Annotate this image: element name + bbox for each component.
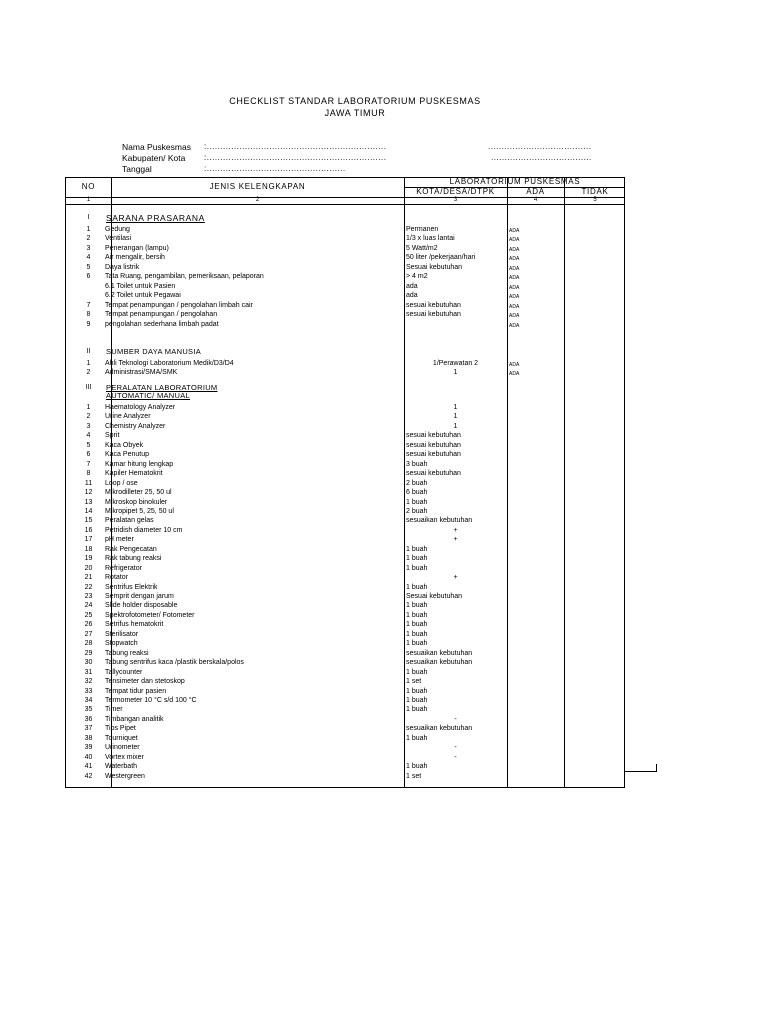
row-ada-mark[interactable]: ADA bbox=[509, 237, 520, 244]
header-no: NO bbox=[81, 182, 96, 191]
row-standard: sesuaikan kebutuhan bbox=[406, 517, 473, 525]
row-item-name: Urinometer bbox=[105, 744, 140, 752]
row-standard: sesuai kebutuhan bbox=[406, 301, 461, 309]
row-item-name: Daya listrik bbox=[105, 263, 140, 271]
row-item-name: Chemistry Analyzer bbox=[105, 422, 166, 430]
row-standard: 1 bbox=[453, 404, 458, 411]
row-number: 33 bbox=[84, 687, 93, 695]
row-item-name: Ventilasi bbox=[105, 235, 132, 243]
row-standard: 6 buah bbox=[406, 489, 428, 497]
colnum-1: 1 bbox=[86, 197, 91, 203]
row-number: 27 bbox=[84, 630, 93, 638]
row-number: 7 bbox=[86, 301, 91, 309]
row-item-name: Kaca Obyek bbox=[105, 441, 144, 449]
row-item-name: pengolahan sederhana limbah padat bbox=[105, 320, 219, 328]
row-standard: 50 liter /pekerjaan/hari bbox=[406, 254, 476, 262]
row-standard: 1 set bbox=[406, 772, 422, 780]
section-roman: II bbox=[86, 348, 91, 355]
row-standard: 1 buah bbox=[406, 611, 428, 619]
document-subtitle: JAWA TIMUR bbox=[324, 108, 386, 118]
row-item-name: 6.1 Toilet untuk Pasien bbox=[105, 282, 176, 290]
row-item-name: Sterilisator bbox=[105, 630, 139, 638]
row-standard: 1 buah bbox=[406, 545, 428, 553]
header-tidak: TIDAK bbox=[581, 187, 609, 196]
field-value-nama-puskesmas[interactable]: :.................................................................. bbox=[204, 142, 387, 151]
row-number: 15 bbox=[84, 517, 93, 525]
row-number: 34 bbox=[84, 696, 93, 704]
row-number: 14 bbox=[84, 507, 93, 515]
row-number: 3 bbox=[86, 422, 91, 430]
row-item-name: Timer bbox=[105, 706, 123, 714]
colnum-bottom-line bbox=[66, 204, 624, 205]
row-item-name: Ahli Teknologi Laboratorium Medik/D3/D4 bbox=[105, 360, 234, 367]
row-number: 19 bbox=[84, 555, 93, 563]
colnum-2: 2 bbox=[255, 197, 260, 203]
row-number: 4 bbox=[86, 254, 91, 262]
row-item-name: Haematology Analyzer bbox=[105, 404, 176, 411]
row-item-name: Tips Pipet bbox=[105, 725, 136, 733]
row-item-name: Kapiler Hematokrit bbox=[105, 470, 163, 478]
row-item-name: Spektrofotometer/ Fotometer bbox=[105, 611, 195, 619]
row-number: 16 bbox=[84, 526, 93, 534]
row-number: 22 bbox=[84, 583, 93, 591]
row-standard: ada bbox=[406, 282, 418, 290]
row-ada-mark[interactable]: ADA bbox=[509, 303, 520, 310]
colnum-3: 3 bbox=[453, 197, 458, 203]
row-standard: + bbox=[453, 536, 458, 544]
header-laboratorium-puskesmas: LABORATORIUM PUSKESMAS bbox=[449, 177, 581, 186]
row-number: 39 bbox=[84, 744, 93, 752]
row-standard: sesuai kebutuhan bbox=[406, 432, 461, 440]
col-divider-jenis bbox=[404, 178, 405, 787]
row-number: 8 bbox=[86, 311, 91, 319]
header-jenis-kelengkapan: JENIS KELENGKAPAN bbox=[209, 182, 306, 191]
row-item-name: Timbangan analitik bbox=[105, 715, 164, 723]
row-standard: 1 buah bbox=[406, 687, 428, 695]
row-item-name: Tensimeter dan stetoskop bbox=[105, 678, 185, 686]
row-number: 23 bbox=[84, 593, 93, 600]
row-item-name: Tempat penampungan / pengolahan bbox=[105, 311, 218, 319]
row-ada-mark[interactable]: ADA bbox=[509, 256, 520, 263]
row-item-name: Kaca Penutup bbox=[105, 451, 149, 459]
row-standard: sesuai kebutuhan bbox=[406, 311, 461, 319]
row-item-name: Tempat tidur pasien bbox=[105, 687, 167, 695]
row-ada-mark[interactable]: ADA bbox=[509, 371, 520, 378]
row-item-name: Sprit bbox=[105, 432, 120, 440]
field-value-kabupaten-kota[interactable]: :.................................................................. bbox=[204, 153, 387, 162]
row-standard: 1 buah bbox=[406, 734, 428, 742]
row-standard: ada bbox=[406, 292, 418, 300]
row-number: 1 bbox=[86, 404, 91, 411]
row-standard: 1/3 x luas lantai bbox=[406, 235, 455, 243]
row-standard: sesuaikan kebutuhan bbox=[406, 649, 473, 657]
field-value-tanggal[interactable]: :................................................... bbox=[204, 164, 346, 173]
header-kota-desa-dtpk: KOTA/DESA/DTPK bbox=[416, 187, 495, 196]
field-label-nama-puskesmas: Nama Puskesmas bbox=[122, 142, 191, 152]
section-title: SUMBER DAYA MANUSIA bbox=[106, 347, 202, 356]
checklist-table bbox=[65, 177, 625, 788]
row-number: 37 bbox=[84, 725, 93, 733]
row-ada-mark[interactable]: ADA bbox=[509, 362, 520, 368]
row-standard: sesuaikan kebutuhan bbox=[406, 725, 473, 733]
row-number: 24 bbox=[84, 602, 93, 610]
row-standard: Permanen bbox=[406, 226, 439, 233]
section-title: SARANA PRASARANA bbox=[106, 213, 205, 223]
row-item-name: Waterbath bbox=[105, 763, 138, 771]
row-standard: 1 buah bbox=[406, 630, 428, 638]
row-standard: sesuai kebutuhan bbox=[406, 451, 461, 459]
row-item-name: Tabung sentrifus kaca /plastik berskala/polos bbox=[105, 659, 244, 667]
row-number: 21 bbox=[84, 574, 93, 582]
row-standard: 1 buah bbox=[406, 763, 428, 771]
row-standard: + bbox=[453, 526, 458, 534]
row-number: 4 bbox=[86, 432, 91, 440]
row-number: 30 bbox=[84, 659, 93, 667]
row-ada-mark[interactable]: ADA bbox=[509, 284, 520, 291]
row-number: 1 bbox=[86, 226, 91, 233]
row-item-name: Vortex mixer bbox=[105, 753, 144, 761]
row-number: 36 bbox=[84, 715, 93, 723]
row-number: 3 bbox=[86, 244, 91, 252]
edge-mark-tick bbox=[656, 764, 657, 772]
col-divider-ada bbox=[564, 178, 565, 787]
row-standard: 5 Watt/m2 bbox=[406, 244, 438, 252]
row-standard: 1 buah bbox=[406, 583, 428, 591]
row-standard: 1 buah bbox=[406, 564, 428, 572]
row-item-name: Mikroskop binokuler bbox=[105, 498, 168, 506]
row-number: 17 bbox=[84, 536, 93, 544]
row-ada-mark[interactable]: ADA bbox=[509, 275, 520, 282]
row-number: 35 bbox=[84, 706, 93, 714]
row-ada-mark[interactable]: ADA bbox=[509, 246, 520, 253]
row-item-name: Tata Ruang, pengambilan, pemeriksaan, pelaporan bbox=[105, 273, 264, 281]
row-item-name: Termometer 10 °C s/d 100 °C bbox=[105, 696, 197, 704]
row-item-name: Setrifus hematokrit bbox=[105, 621, 164, 629]
row-standard: 1 buah bbox=[406, 696, 428, 704]
row-item-name: Peralatan gelas bbox=[105, 517, 154, 525]
row-item-name: Rak tabung reaksi bbox=[105, 555, 162, 563]
row-number: 9 bbox=[86, 320, 91, 328]
row-standard: - bbox=[454, 753, 457, 761]
row-number: 2 bbox=[86, 369, 91, 377]
row-number: 41 bbox=[84, 763, 93, 771]
colnum-5: 5 bbox=[593, 197, 597, 203]
row-ada-mark[interactable]: ADA bbox=[509, 265, 520, 272]
section-roman: III bbox=[85, 384, 92, 391]
row-item-name: Gedung bbox=[105, 226, 130, 233]
row-standard: 1 buah bbox=[406, 498, 428, 506]
field-extra-kabupaten-kota[interactable]: ..................................... bbox=[491, 153, 592, 162]
row-standard: > 4 m2 bbox=[406, 273, 428, 281]
row-standard: Sesuai kebutuhan bbox=[406, 263, 463, 271]
colnum-4: 4 bbox=[533, 197, 538, 203]
row-standard: - bbox=[454, 715, 457, 723]
row-standard: sesuaikan kebutuhan bbox=[406, 659, 473, 667]
row-standard: 1 set bbox=[406, 678, 422, 686]
row-number: 29 bbox=[84, 649, 93, 657]
row-number: 5 bbox=[86, 441, 91, 449]
row-item-name: Sentrifus Elektrik bbox=[105, 583, 158, 591]
row-item-name: Rak Pengecatan bbox=[105, 545, 157, 553]
row-number: 2 bbox=[86, 413, 91, 421]
row-item-name: Westergreen bbox=[105, 772, 145, 780]
row-item-name: Loop / ose bbox=[105, 479, 138, 487]
row-item-name: Semprit dengan jarum bbox=[105, 593, 174, 600]
row-ada-mark[interactable]: ADA bbox=[509, 313, 520, 320]
row-item-name: Refrigerator bbox=[105, 564, 142, 572]
row-item-name: Tallycounter bbox=[105, 668, 143, 676]
header-ada: ADA bbox=[526, 187, 545, 196]
edge-mark-line bbox=[625, 771, 657, 772]
row-number: 1 bbox=[86, 360, 91, 367]
section-subtitle: AUTOMATIC/ MANUAL bbox=[106, 391, 190, 400]
field-label-tanggal: Tanggal bbox=[122, 164, 152, 174]
row-number: 25 bbox=[84, 611, 93, 619]
row-standard: + bbox=[453, 574, 458, 582]
row-item-name: Tabung reaksi bbox=[105, 649, 149, 657]
field-extra-nama-puskesmas[interactable]: ...................................... bbox=[488, 142, 592, 151]
col-divider-kota bbox=[507, 178, 508, 787]
row-item-name: Penerangan (lampu) bbox=[105, 244, 169, 252]
row-item-name: Tourniquet bbox=[105, 734, 138, 742]
row-number: 6 bbox=[86, 273, 91, 281]
row-item-name: 6.2 Toilet untuk Pegawai bbox=[105, 292, 181, 300]
row-number: 31 bbox=[84, 668, 93, 676]
row-number: 6 bbox=[86, 451, 91, 459]
row-item-name: Rotator bbox=[105, 574, 128, 582]
row-item-name: Petridish diameter 10 cm bbox=[105, 526, 183, 534]
row-standard: 1 bbox=[453, 413, 458, 421]
row-standard: 1 buah bbox=[406, 621, 428, 629]
row-item-name: Kamar hitung lengkap bbox=[105, 460, 174, 468]
row-item-name: Stopwatch bbox=[105, 640, 138, 648]
row-item-name: Tempat penampungan / pengolahan limbah cair bbox=[105, 301, 253, 309]
row-item-name: Administrasi/SMA/SMK bbox=[105, 369, 178, 377]
row-number: 38 bbox=[84, 734, 93, 742]
row-number: 5 bbox=[86, 263, 91, 271]
row-number: 18 bbox=[84, 545, 93, 553]
row-item-name: pH meter bbox=[105, 536, 134, 544]
row-item-name: Mikrodilleter 25, 50 ul bbox=[105, 489, 172, 497]
row-standard: 1 buah bbox=[406, 555, 428, 563]
row-number: 12 bbox=[84, 489, 93, 497]
row-standard: Sesuai kebutuhan bbox=[406, 593, 463, 600]
row-standard: 1 buah bbox=[406, 602, 428, 610]
row-standard: - bbox=[454, 744, 457, 752]
row-number: 13 bbox=[84, 498, 93, 506]
row-standard: 1 bbox=[453, 422, 458, 430]
row-standard: sesuai kebutuhan bbox=[406, 470, 461, 478]
row-standard: 2 buah bbox=[406, 507, 428, 515]
row-item-name: Air mengalir, bersih bbox=[105, 254, 165, 262]
section-title: PERALATAN LABORATORIUM bbox=[106, 383, 218, 392]
row-number: 11 bbox=[84, 479, 93, 487]
row-ada-mark[interactable]: ADA bbox=[509, 228, 520, 234]
row-item-name: Mikropipet 5, 25, 50 ul bbox=[105, 507, 174, 515]
row-standard: sesuai kebutuhan bbox=[406, 441, 461, 449]
row-number: 2 bbox=[86, 235, 91, 243]
row-standard: 1 buah bbox=[406, 706, 428, 714]
row-number: 32 bbox=[84, 678, 93, 686]
row-ada-mark[interactable]: ADA bbox=[509, 322, 520, 329]
row-standard: 1 buah bbox=[406, 668, 428, 676]
row-number: 8 bbox=[86, 470, 91, 478]
row-number: 42 bbox=[84, 772, 93, 780]
row-number: 28 bbox=[84, 640, 93, 648]
row-item-name: Slide holder disposable bbox=[105, 602, 178, 610]
row-number: 40 bbox=[84, 753, 93, 761]
row-number: 7 bbox=[86, 460, 91, 468]
row-number: 20 bbox=[84, 564, 93, 572]
row-standard: 1/Perawatan 2 bbox=[432, 360, 479, 367]
row-standard: 2 buah bbox=[406, 479, 428, 487]
row-standard: 1 bbox=[453, 369, 458, 377]
row-standard: 3 buah bbox=[406, 460, 428, 468]
row-ada-mark[interactable]: ADA bbox=[509, 294, 520, 301]
row-standard: 1 buah bbox=[406, 640, 428, 648]
section-roman: I bbox=[87, 214, 90, 221]
field-label-kabupaten-kota: Kabupaten/ Kota bbox=[122, 153, 186, 163]
row-item-name: Urine Analyzer bbox=[105, 413, 151, 421]
row-number: 26 bbox=[84, 621, 93, 629]
document-title: CHECKLIST STANDAR LABORATORIUM PUSKESMAS bbox=[229, 96, 481, 106]
